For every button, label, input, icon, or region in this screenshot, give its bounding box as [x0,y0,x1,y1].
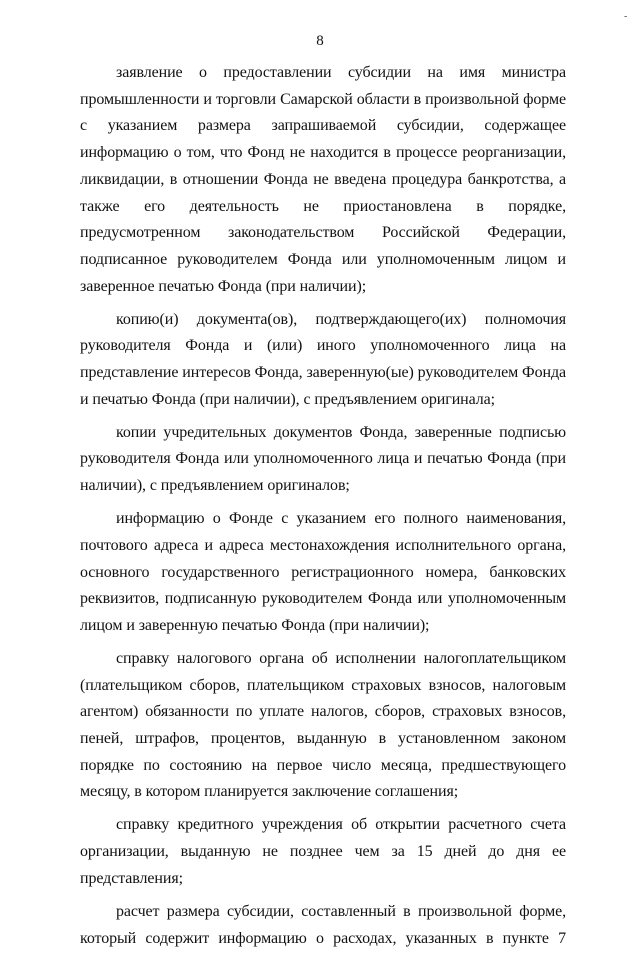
paragraph-fund-information: информацию о Фонде с указанием его полного наименования, почтового адреса и адреса местонахождения исполнительного органа, основного государственного регистрационного номера, банковских реквизитов, подписанную руководителем Фонда или уполномоченным лицом и заверенную печатью Фонда (при наличии); [80,510,566,634]
paragraph-subsidy-calculation: расчет размера субсидии, составленный в произвольной форме, который содержит информацию о расходах, указанных в пункте 7 [80,902,566,947]
paragraph-founding-documents: копии учредительных документов Фонда, заверенные подписью руководителя Фонда или уполномоченного лица и печатью Фонда (при наличии), с предъявлением оригиналов; [80,423,566,495]
page-number: 8 [316,33,324,49]
paragraph-authority-documents: копию(и) документа(ов), подтверждающего(их) полномочия руководителя Фонда и (или) иного уполномоченного лица на представление интересов Фонда, заверенную(ые) руководителем Фонда и печатью Фонда (при наличии), с предъявлением оригинала; [80,310,566,408]
paragraph-bank-certificate: справку кредитного учреждения об открытии расчетного счета организации, выданную не позднее чем за 15 дней до дня ее представления; [80,816,566,887]
paragraph-application: заявление о предоставлении субсидии на имя министра промышленности и торговли Самарской области в произвольной форме с указанием размера запрашиваемой субсидии, содержащее информацию о том, что Фонд не находится в процессе реорганизации, ликвидации, в отношении Фонда не введена процедура банкротства, а также его деятельность не приостановлена в порядке, предусмотренном законодательством Российской Федерации, подписанное руководителем Фонда или уполномоченным лицом и заверенное печатью Фонда (при наличии); [80,64,566,295]
paragraph-tax-certificate: справку налогового органа об исполнении налогоплательщиком (плательщиком сборов, плательщиком страховых взносов, налоговым агентом) обязанности по уплате налогов, сборов, страховых взносов, пеней, штрафов, процентов, выданную в установленном законом порядке по состоянию на первое число месяца, предшествующего месяцу, в котором планируется заключение соглашения; [80,649,566,801]
document-body [80,60,566,959]
corner-mark: - [624,11,628,22]
